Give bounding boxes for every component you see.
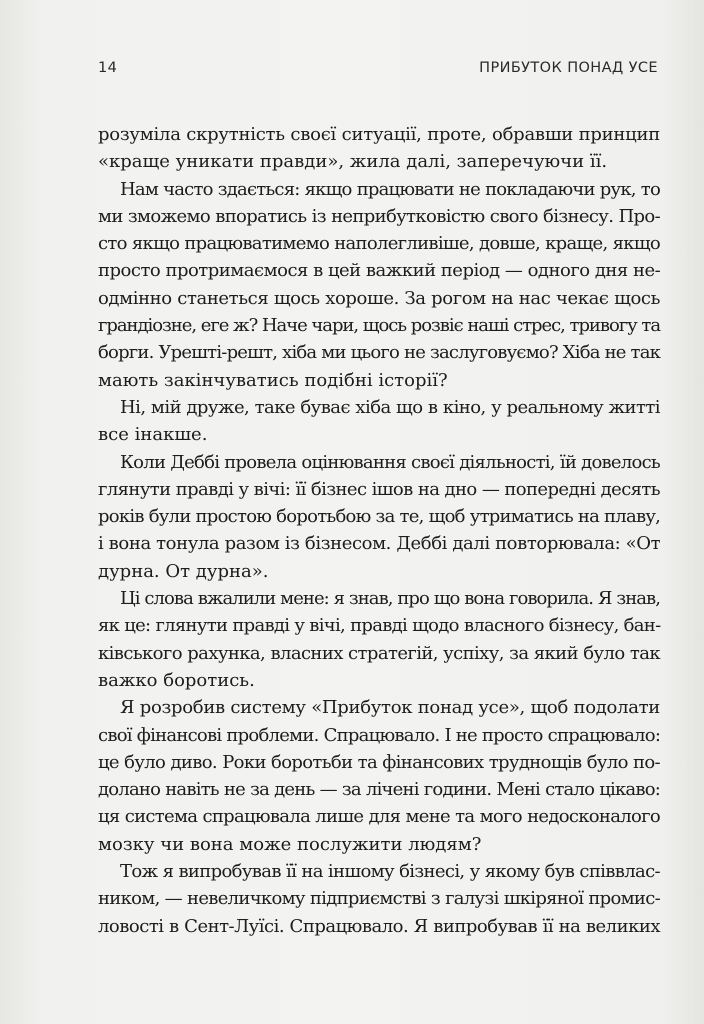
text-line: Нам часто здається: якщо працювати не покладаючи рук, то bbox=[120, 178, 660, 200]
paragraph-3 bbox=[98, 394, 660, 449]
body-text bbox=[98, 121, 660, 940]
text-line: борги. Урешті-решт, хіба ми цього не заслуговуємо? Хіба не так bbox=[98, 342, 661, 364]
page-number: 14 bbox=[98, 60, 118, 76]
text-line: ми зможемо впоратись із неприбутковістю свого бізнесу. Про- bbox=[98, 205, 660, 227]
text-line: Я розробив систему «Прибуток понад усе», щоб подолати bbox=[120, 697, 660, 719]
text-line: все інакше. bbox=[98, 424, 208, 446]
text-line: ником, — невеличкому підприємстві з галузі шкіряної промис- bbox=[98, 888, 660, 910]
text-line: ця система спрацювала лише для мене та мого недосконалого bbox=[98, 806, 660, 828]
text-line: ківського рахунка, власних стратегій, успіху, за який було так bbox=[98, 642, 660, 664]
text-line: просто протримаємося в цей важкий період — одного дня не- bbox=[98, 260, 661, 282]
text-line: Ні, мій друже, таке буває хіба що в кіно, у реальному житті bbox=[120, 396, 660, 418]
running-header bbox=[98, 60, 658, 82]
paragraph-1 bbox=[98, 121, 660, 176]
text-line: Тож я випробував її на іншому бізнесі, у якому був співвлас- bbox=[120, 861, 660, 883]
text-line: і вона тонула разом із бізнесом. Деббі далі повторювала: «От bbox=[98, 533, 661, 555]
text-line: Коли Деббі провела оцінювання своєї діяльності, їй довелось bbox=[120, 451, 660, 473]
text-line: ловості в Сент-Луїсі. Спрацювало. Я випробував її на великих bbox=[98, 915, 660, 937]
paragraph-7 bbox=[98, 858, 660, 940]
paragraph-4 bbox=[98, 449, 660, 585]
paragraph-6 bbox=[98, 694, 660, 858]
text-line: «краще уникати правди», жила далі, заперечуючи її. bbox=[98, 151, 608, 173]
text-line: розуміла скрутність своєї ситуації, проте, обравши принцип bbox=[98, 124, 660, 145]
text-line: як це: глянути правді у вічі, правді щодо власного бізнесу, бан- bbox=[98, 615, 661, 637]
text-line: мозку чи вона може послужити людям? bbox=[98, 833, 482, 855]
paragraph-5 bbox=[98, 585, 660, 694]
text-line: мають закінчуватись подібні історії? bbox=[98, 369, 448, 391]
text-line: глянути правді у вічі: її бізнес ішов на дно — попередні десять bbox=[98, 478, 660, 500]
text-line: одмінно станеться щось хороше. За рогом на нас чекає щось bbox=[98, 287, 660, 309]
text-line: грандіозне, еге ж? Наче чари, щось розвіє наші стрес, тривогу та bbox=[98, 315, 660, 337]
text-line: важко боротись. bbox=[98, 669, 255, 691]
text-line: долано навіть не за день — за лічені години. Мені стало цікаво: bbox=[98, 779, 660, 801]
text-line: Ці слова вжалили мене: я знав, про що вона говорила. Я знав, bbox=[120, 588, 660, 610]
text-line: років були простою боротьбою за те, щоб утриматись на плаву, bbox=[98, 506, 661, 528]
text-line: це було диво. Роки боротьби та фінансових труднощів було по- bbox=[98, 751, 660, 773]
text-line: сто якщо працюватимемо наполегливіше, довше, краще, якщо bbox=[98, 233, 660, 255]
text-line: дурна. От дурна». bbox=[98, 560, 269, 582]
running-title: ПРИБУТОК ПОНАД УСЕ bbox=[479, 60, 658, 76]
text-line: свої фінансові проблеми. Спрацювало. І не просто спрацювало: bbox=[98, 724, 661, 746]
paragraph-2 bbox=[98, 176, 660, 394]
